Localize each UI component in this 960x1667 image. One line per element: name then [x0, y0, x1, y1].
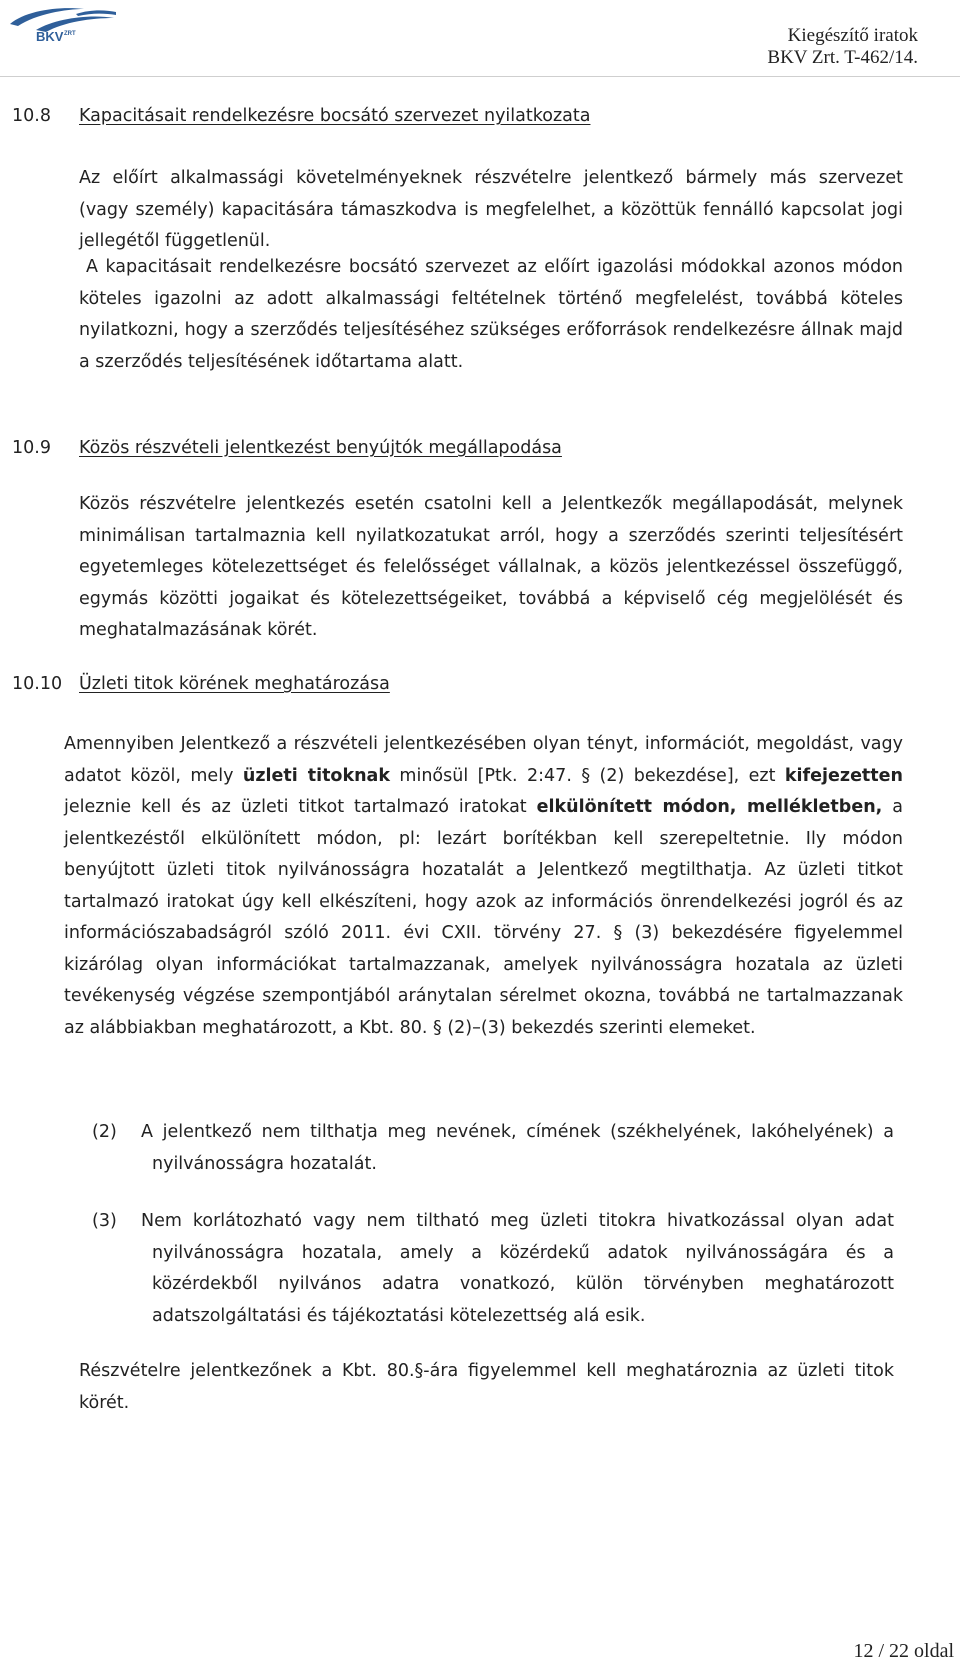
paragraph: Közös részvételre jelentkezés esetén csatolni kell a Jelentkezők megállapodását, melynek minimálisan tartalmaznia kell nyilatkozatukat arról, hogy a szerződés szerinti teljesítésért egyetemleges kötelezettséget és felelősséget vállalnak, a közös jelentkezéssel összefüggő, egymás közötti jogaikat és kötelezettségeiket, továbbá a képviselő cég megjelölését és meghatalmazásának körét. [79, 494, 903, 640]
emphasis: üzleti titoknak [242, 765, 390, 786]
list-marker: (2) [92, 1122, 117, 1142]
paragraph: A kapacitásait rendelkezésre bocsátó szervezet az előírt igazolási módokkal azonos módon köteles igazolni az adott alkalmassági feltételnek történő megfelelést, továbbá köteles nyilatkozni, hogy a szerződés teljesítéséhez szükséges erőforrások rendelkezésre állnak majd a szerződés teljesítésének időtartama alatt. [79, 257, 903, 372]
page-header [0, 0, 960, 80]
list-item [92, 1117, 894, 1181]
list-marker: (3) [92, 1211, 117, 1231]
bkv-logo [6, 4, 118, 44]
section-title: Közös részvételi jelentkezést benyújtók megállapodása [79, 438, 562, 458]
doc-type: Kiegészítő iratok [787, 25, 918, 46]
list-text: Nem korlátozható vagy nem tiltható meg üzleti titokra hivatkozással olyan adat nyilvánosságra hozatala, amely a közérdekű adatok nyilvánosságára és a közérdekből nyilvános adatra vonatkozó, külön törvényben meghatározott adatszolgáltatási és tájékoztatási kötelezettség alá esik. [141, 1211, 894, 1326]
paragraph: Részvételre jelentkezőnek a Kbt. 80.§-ára figyelemmel kell meghatároznia az üzleti titok körét. [79, 1361, 894, 1413]
section-number: 10.8 [12, 106, 51, 126]
page-number: 12 / 22 oldal [853, 1640, 954, 1662]
emphasis: elkülönített módon, mellékletben, [536, 797, 883, 817]
section-number: 10.10 [12, 674, 63, 694]
section-title: Kapacitásait rendelkezésre bocsátó szervezet nyilatkozata [79, 106, 591, 126]
header-divider [0, 76, 960, 77]
header-meta [767, 25, 918, 69]
list-text: A jelentkező nem tilthatja meg nevének, címének (székhelyének, lakóhelyének) a nyilvánosságra hozatalát. [141, 1122, 894, 1174]
section-title: Üzleti titok körének meghatározása [79, 674, 390, 694]
section-number: 10.9 [12, 438, 51, 458]
svg-text:BKV: BKV [36, 29, 64, 44]
paragraph: Amennyiben Jelentkező a részvételi jelentkezésében olyan tényt, információt, megoldást, vagy adatot közöl, mely üzleti titoknak minősül [Ptk. 2:47. § (2) bekezdése], ezt kifejezetten jeleznie kell és az üzleti titkot tartalmazó iratokat elkülönített módon, mellékletben, a jelentkezéstől elkülönített módon, pl: lezárt borítékban kell szerepeltetnie. Ily módon benyújtott üzleti titok nyilvánosságra hozatalát a Jelentkező megtilthatja. Az üzleti titkot tartalmazó iratokat úgy kell elkészíteni, hogy azok az információs önrendelkezési jogról és az információszabadságról szóló 2011. évi CXII. törvény 27. § (3) bekezdésére figyelemmel kizárólag olyan információkat tartalmazzanak, amelyek nyilvánosságra hozatala az üzleti tevékenység végzése szempontjából aránytalan sérelmet okozna, továbbá ne tartalmazzanak az alábbiakban meghatározott, a Kbt. 80. § (2)–(3) bekezdés szerinti elemeket. [64, 734, 903, 1038]
svg-text:ZRT: ZRT [64, 31, 76, 37]
paragraph: Az előírt alkalmassági követelményeknek részvételre jelentkező bármely más szervezet (vagy személy) kapacitására támaszkodva is megfelelhet, a közöttük fennálló kapcsolat jogi jellegétől függetlenül. [79, 168, 903, 251]
emphasis: kifejezetten [784, 765, 903, 786]
doc-reference: BKV Zrt. T-462/14. [767, 47, 918, 68]
list-item [92, 1206, 894, 1332]
